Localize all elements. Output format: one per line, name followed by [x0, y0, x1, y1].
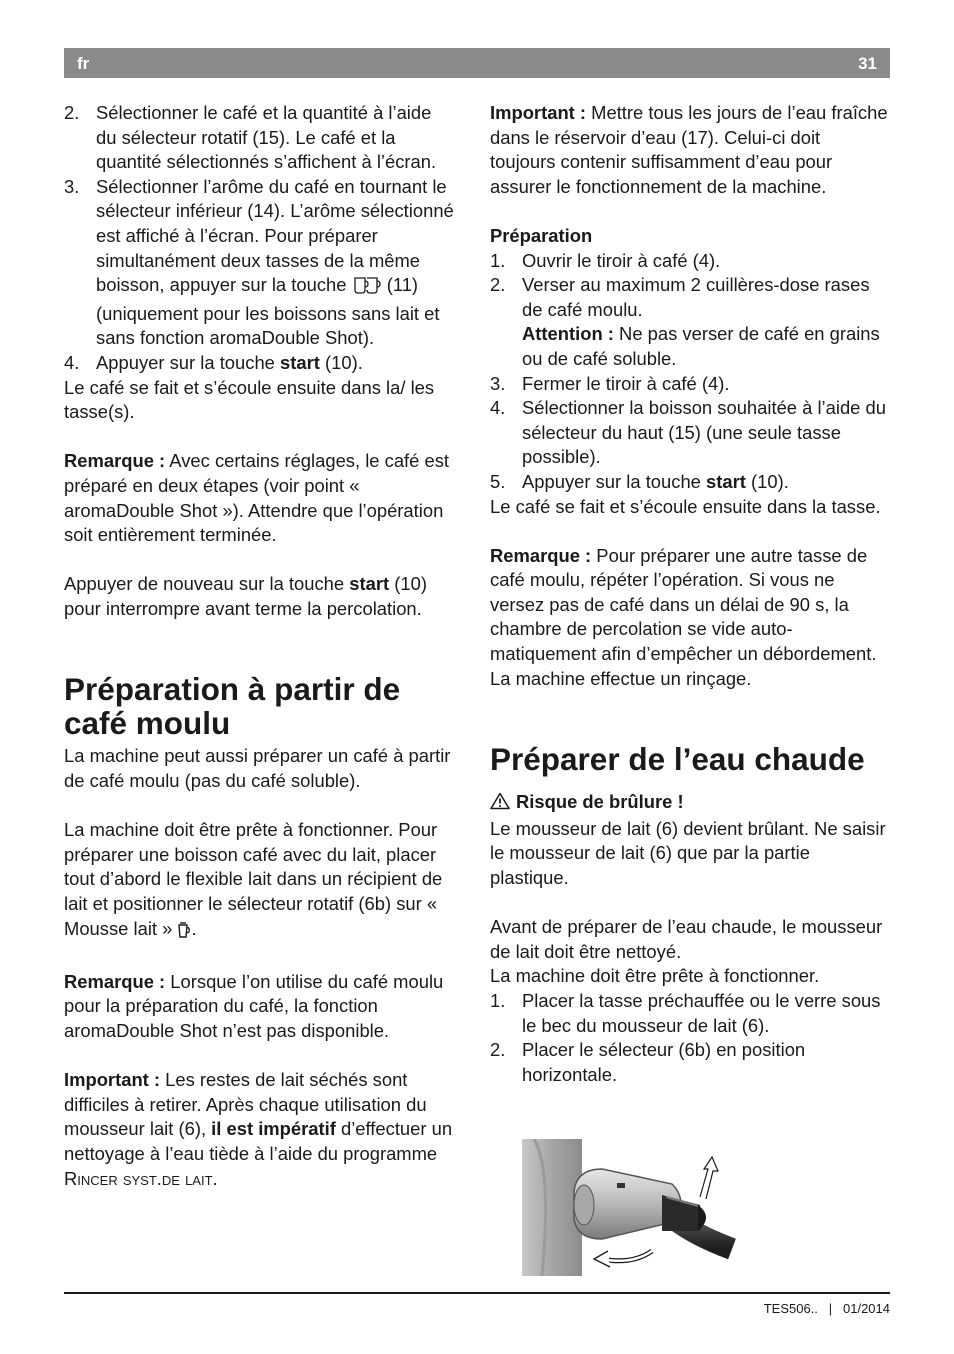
model-number: TES506.. — [763, 1301, 818, 1316]
list-item: 1. Placer la tasse préchauffée ou le verre sous le bec du mousseur de lait (6). — [490, 990, 881, 1036]
remark-paragraph: Remarque : Lorsque l’on utilise du café moulu pour la préparation du café, la fonction aromaDouble Shot n’est pas disponible. — [64, 970, 444, 1041]
paragraph: Le mousseur de lait (6) devient brûlant. Ne saisir le mousseur de lait (6) que par la partie plastique. — [490, 817, 886, 889]
two-cups-icon — [352, 275, 382, 302]
numbered-list-hot-water — [490, 989, 890, 1087]
list-item: 2. Sélectionner le café et la quantité à l’aide du sélecteur rotatif (15). Le café et la quantité sélectionnés s’affichent à l’écran. — [64, 102, 437, 173]
page-number: 31 — [858, 54, 877, 73]
subheading-preparation: Préparation — [490, 224, 593, 246]
language-label: fr — [77, 54, 90, 73]
important-paragraph: Important : Les restes de lait séchés sont difficiles à retirer. Après chaque utilisation du mousseur lait (6), il est impératif d’effectuer un nettoyage à l’eau tiède à l’aide du programme Rincer syst.de lait. — [64, 1069, 453, 1189]
list-item: 3. Sélectionner l’arôme du café en tournant le sélecteur inférieur (14). L’arôme sélectionné est affiché à l’écran. Pour préparer simultanément deux tasses de la même boisson, appuyer sur la touche (11) (uniquement pour les boissons sans lait et sans fonction aromaDouble Shot). — [64, 175, 454, 349]
paragraph: La machine doit être prête à fonctionner. Pour préparer une boisson café avec du lait, placer tout d’abord le flexible lait dans un récipient de lait et positionner le sélecteur rotatif (6b) sur « Mousse lait » . — [64, 818, 456, 945]
milk-frother-illustration — [522, 1139, 742, 1276]
list-item: 4. Sélectionner la boisson souhaitée à l’aide du sélecteur du haut (15) (une seule tasse possible). — [490, 397, 886, 468]
list-item: 5. Appuyer sur la touche start (10). — [490, 470, 789, 492]
footer — [764, 1297, 890, 1322]
right-column — [490, 101, 890, 1087]
footer-separator: | — [828, 1301, 833, 1316]
left-column — [64, 101, 456, 1191]
header-bar — [64, 48, 890, 78]
list-item: 3. Fermer le tiroir à café (4). — [490, 372, 730, 394]
remark-paragraph: Remarque : Pour préparer une autre tasse de café moulu, répéter l’opération. Si vous ne versez pas de café dans un délai de 90 s, la chambre de percolation se vide automatiquement afin d’empêcher un débordement. La machine effectue un rinçage. — [490, 544, 877, 689]
paragraph: Le café se fait et s’écoule ensuite dans la/ les tasse(s). — [64, 376, 435, 423]
footer-rule — [64, 1292, 890, 1294]
paragraph: Le café se fait et s’écoule ensuite dans la tasse. — [490, 495, 881, 517]
paragraph: La machine peut aussi préparer un café à partir de café moulu (pas du café soluble). — [64, 745, 451, 792]
section-heading-hot-water: Préparer de l’eau chaude — [490, 741, 865, 778]
numbered-list-1 — [64, 101, 456, 376]
section-heading-ground-coffee: Préparation à partir de café moulu — [64, 671, 401, 742]
warning-heading: Risque de brûlure ! — [490, 790, 890, 817]
numbered-list-steps — [490, 249, 890, 495]
paragraph: La machine doit être prête à fonctionner. — [490, 965, 820, 987]
milk-jug-icon — [177, 921, 191, 946]
paragraph: Appuyer de nouveau sur la touche start (10) pour interrompre avant terme la percolation. — [64, 573, 427, 619]
important-paragraph: Important : Mettre tous les jours de l’eau fraîche dans le réservoir d’eau (17). Celui-ci doit toujours contenir suffisamment d’eau pour assurer le fonctionnement de la machine. — [490, 102, 888, 197]
list-item: 4. Appuyer sur la touche start (10). — [64, 351, 363, 373]
paragraph: Avant de préparer de l’eau chaude, le mousseur de lait doit être nettoyé. — [490, 916, 883, 962]
list-item: 2. Verser au maximum 2 cuillères-dose rases de café moulu. Attention : Ne pas verser de café en grains ou de café soluble. — [490, 274, 880, 369]
edition-date: 01/2014 — [843, 1301, 890, 1316]
remark-paragraph: Remarque : Avec certains réglages, le café est préparé en deux étapes (voir point « aromaDouble Shot »). Attendre que l’opération soit entièrement terminée. — [64, 450, 450, 546]
list-item: 1. Ouvrir le tiroir à café (4). — [490, 249, 721, 271]
warning-icon — [490, 792, 510, 817]
list-item: 2. Placer le sélecteur (6b) en position horizontale. — [490, 1039, 806, 1085]
